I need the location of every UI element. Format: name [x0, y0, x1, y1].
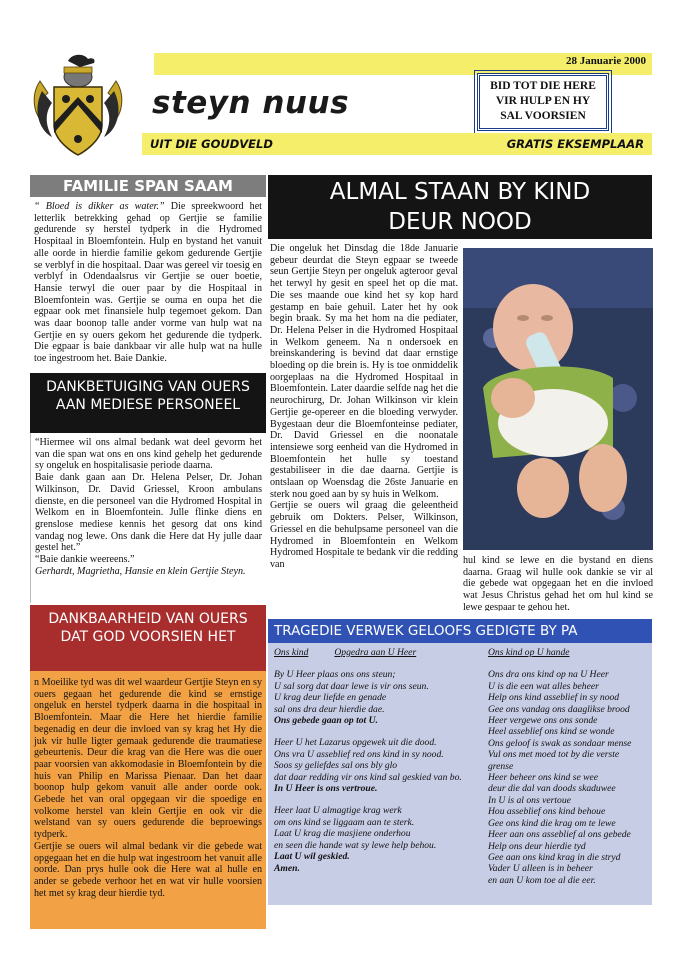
poem-line: en aan U kom toe al die eer.	[488, 874, 596, 886]
thanks-signature: Gerhardt, Magrietha, Hansie en klein Gertjie Steyn.	[35, 565, 246, 577]
prayer-box	[477, 73, 609, 131]
poem-title: Ons kind op U hande	[488, 647, 570, 658]
poem-line: Heer vergewe ons ons sonde	[488, 715, 598, 727]
grateful-paragraph: Gertjie se ouers wil almal bedank vir die gebede wat opgegaan het en die hulp wat ingestroom het vanuit alle oorde. Dan prys hulle ook die Here wat al hulle en ander se gebede verhoor het en wat vir hulle voorsien het met sy krag deur hierdie tyd.	[34, 840, 262, 899]
poem-line: Heer laat U almagtige krag werk	[274, 805, 402, 817]
poem-left-column	[274, 647, 482, 886]
poem-refrain: Laat U wil geskied.	[274, 851, 350, 863]
main-headline	[268, 175, 652, 239]
poem-line: grense	[488, 760, 514, 772]
poem-line: Vul ons met moed tot by die verste	[488, 749, 620, 761]
main-paragraph: Gertjie se ouers wil graag die geleentheid gebruik om Dokters. Pelser, Wilkinson, Griessel en die behulpsame personeel van die Hydromed in Bloemfontein en Welkom Hydromed Hospitale te bedank vir die redding van	[270, 500, 458, 570]
free-copy-label: GRATIS EKSEMPLAAR	[506, 137, 644, 151]
main-article-continued: hul kind se lewe en die bystand en diens daarna. Graag wil hulle ook dankie se vir al die gebede wat opgegaan het en die invloed wat Jesus Christus gehad het om hul kind se lewe gespaar te gehou het.	[463, 555, 653, 611]
baby-photo	[463, 248, 653, 550]
poem-line: dat daar redding vir ons kind sal geskied van bo.	[274, 771, 462, 783]
thanks-paragraph: “Hiermee wil ons almal bedank wat deel gevorm het van die span wat ons en ons kind gehelp het gedurende sy ongeluk en hospitalisasie periode daarna.	[35, 437, 262, 472]
poem-line: U sal sorg dat daar lewe is vir ons seun.	[274, 680, 429, 692]
newspaper-title: steyn nuus	[152, 85, 350, 121]
poem-dedication: Opgedra aan U Heer	[334, 647, 417, 658]
poem-box	[268, 643, 652, 905]
poem-heading: TRAGEDIE VERWEK GELOOFS GEDIGTE BY PA	[268, 619, 652, 643]
poem-line: Laat U krag die masjiene onderhou	[274, 828, 411, 840]
poem-line: Vader U alleen is in beheer	[488, 863, 593, 875]
family-heading: FAMILIE SPAN SAAM	[30, 175, 266, 197]
coat-of-arms-icon	[30, 51, 126, 163]
poem-line: Help ons kind asseblief in sy nood	[488, 692, 620, 704]
poem-line: Soos sy geliefdes sal ons bly glo	[274, 760, 398, 772]
thanks-paragraph: “Baie dankie weereens.”	[35, 554, 135, 566]
poem-line: In U is al ons vertoue	[488, 794, 571, 806]
poem-line: Heer U het Lazarus opgewek uit die dood.	[274, 737, 437, 749]
family-text: Die spreekwoord het letterlik betrekking gehad op Gertjie se familie gedurende sy herstel tydperk in die Hydromed Hospitaal in Bloemfontein. Hulp en bystand het vanuit alle oorde in hierdie familie gekom gedurende Gertjie se verblyf in die hospitaal. Daar was gereel vir toesig en verblyf in Odendaalsrus vir Gertjie se ouer boetie, Hansie terwyl die ouer paar by die Hospitaal in Bloemfontein was. Gertjie se ouma en oupa het die egpaar ook met finansiele hulp tegemoet gekom. Dan was daar boonop talle ander vorme van hulp wat na Gertjie en sy ouers gekom het gedurende die tydperk. Die egpaar is baie dankbaar vir alle hulp wat na hulle toe ingestroom het. Baie Dankie.	[34, 201, 262, 365]
newspaper-page	[22, 45, 658, 925]
poem-line: Heel asseblief ons kind se wonde	[488, 726, 615, 738]
poem-refrain: In U Heer is ons vertroue.	[274, 783, 378, 795]
poem-line: Ons vra U asseblief red ons kind in sy nood.	[274, 748, 444, 760]
poem-line: deur die dal van doods skaduwee	[488, 783, 616, 795]
newspaper-subtitle: UIT DIE GOUDVELD	[150, 137, 273, 151]
poem-line: Gee ons vandag ons daaglikse brood	[488, 703, 630, 715]
poem-line: Heer aan ons asseblief al ons gebede	[488, 829, 631, 841]
poem-line: Hou asseblief ons kind behoue	[488, 806, 606, 818]
family-quote: “ Bloed is dikker as water.”	[34, 201, 165, 212]
issue-date: 28 Januarie 2000	[565, 55, 646, 67]
poem-line: U krag deur liefde en genade	[274, 692, 387, 704]
poem-line: Help ons deur hierdie tyd	[488, 840, 586, 852]
poem-refrain: Ons gebede gaan op tot U.	[274, 715, 378, 727]
grateful-paragraph: n Moeilike tyd was dit wel waardeur Gertjie Steyn en sy ouers gegaan het gedurende die kind se ernstige ongeluk en herstel tydperk daarna in die hospitaal in Bloemfontein. Maar die Here het hierdie familie begenadig en deur die invloed van sy krag het Hy die juk vir hulle ligter gemaak gedurende die traumatiese gebeurtenis. Deur die krag van die Here was die ouer paar voorsien van akkomodasie in Bloemfontein by die huis van Philip en Marissa Pienaar. Dan het daar boonop hulp gekom vanuit alle ander oorde ook. Gebede het van oral opgegaan vir die spoedige en volkome herstel van klein Gertjie en ook vir die welstand van sy ouers gedurende die beproewings tydperk.	[34, 677, 262, 841]
poem-line: Ons dra ons kind op na U Heer	[488, 669, 609, 681]
grateful-article	[30, 671, 266, 929]
poem-line: By U Heer plaas ons ons steun;	[274, 669, 396, 681]
poem-refrain: Amen.	[274, 862, 300, 874]
family-article	[30, 197, 266, 369]
poem-line: Gee aan ons kind krag in die stryd	[488, 851, 621, 863]
poem-line: en seen die hande wat sy lewe help behou.	[274, 839, 437, 851]
prayer-line: BID TOT DIE HERE	[490, 80, 596, 92]
prayer-line: SAL VOORSIEN	[500, 110, 586, 122]
poem-line: Gee ons kind die krag om te lewe	[488, 817, 616, 829]
thanks-paragraph: Baie dank gaan aan Dr. Helena Pelser, Dr. Johan Wilkinson, Dr. David Griessel, Kroon ambulans dienste, en die personeel van die Hydromed Hospital in Welkom en in Bloemfontein. Julle flinke diens en grenslose mediese kennis het gesorg dat ons kind vandag nog lewe. Ons dank die Here dat Hy julle daar gestel het.”	[35, 472, 262, 554]
poem-title: Ons kind	[274, 647, 309, 658]
poem-line: sal ons dra deur hierdie dae.	[274, 703, 385, 715]
thanks-heading: DANKBETUIGING VAN OUERS AAN MEDIESE PERSONEEL	[30, 373, 266, 433]
poem-line: Ons geloof is swak as sondaar mense	[488, 737, 632, 749]
main-headline-line: DEUR NOOD	[388, 209, 532, 235]
main-paragraph: Die ongeluk het Dinsdag die 18de Januarie gebeur deurdat die Steyn egpaar se tweede seun Gertjie Steyn per ongeluk agteroor geval het terwyl hy gesit en speel het op die mat. Die ses maande oue kind het sy kop hard gestamp en baie gehuil. Later het hy ook begin braak. Sy ma het hom na die pediater, Dr. Helena Pelser in die Hydromed Hospitaal in Welkom geneem. Na n ondersoek en breinskandering is bevind dat daar ernstige bloeding op die brein is. Hy is toe onmiddelik oorgeplaas na die Hydromed Hospitaal in Bloemfontein. Later daardie selfde nag het die neurochirurg, Dr. Johan Wilkinson vir klein Gertjie ge-opereer en die bloeding verwyder. Bygestaan deur die Bloemfonteinse pediater, Dr. David Griessel en die noonatale intensiewe sorg eenheid van die Hydromed in Bloemfontein het hulle sy toestand gestabiliseer in die dae daarna. Gertjie is ontslaan op Woensdag die 26ste Januarie en sterk nou goed aan by sy huis in Welkom.	[270, 243, 458, 500]
poem-line: U is die een wat alles beheer	[488, 680, 599, 692]
grateful-heading: DANKBAARHEID VAN OUERS DAT GOD VOORSIEN HET	[30, 605, 266, 671]
left-column	[30, 175, 266, 929]
prayer-line: VIR HULP EN HY	[495, 95, 591, 107]
poem-right-column	[488, 647, 646, 886]
poem-line: om ons kind se liggaam aan te sterk.	[274, 816, 415, 828]
thanks-article	[30, 433, 266, 603]
main-article	[270, 243, 458, 605]
main-headline-line: ALMAL STAAN BY KIND	[329, 179, 591, 205]
poem-line: Heer beheer ons kind se wee	[488, 772, 599, 784]
